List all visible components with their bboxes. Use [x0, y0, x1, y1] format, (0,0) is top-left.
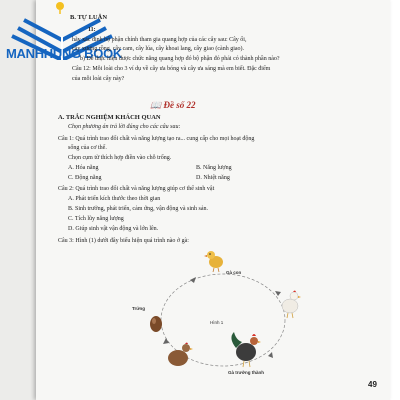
chicken-life-cycle-figure [128, 248, 318, 378]
essay-line: hãy xác định bộ phận chính tham gia quang hợp của các cây sau: Cây ổi, [72, 37, 247, 43]
section-a-heading: A. TRẮC NGHIỆM KHÁCH QUAN [58, 114, 161, 121]
essay-line: Câu 12: Mỗi loài cho 3 ví dụ về cây ưa bóng và cây ưa sáng mà em biết. Đặc điểm [72, 66, 271, 72]
q1-option-d: D. Nhiệt năng [196, 175, 230, 181]
section-b-heading: B. TỰ LUẬN [70, 14, 108, 21]
life-cycle-diagram [128, 248, 318, 378]
q2-option-c: C. Tích lũy năng lượng [68, 216, 124, 222]
q1-stem: sống của cơ thể. [68, 145, 107, 151]
q2-option-d: D. Giúp sinh vật vận động và lớn lên. [68, 226, 159, 232]
essay-line: b) Để thực hiện được chức năng quang hợp đó bộ phận đó phải có thành phần nào? [80, 56, 280, 62]
q1-option-c: C. Động năng [68, 175, 102, 181]
q1-option-b: B. Năng lượng [196, 165, 232, 171]
label-chick: Gà con [226, 270, 242, 275]
q2-option-a: A. Phát triển kích thước theo thời gian [68, 196, 161, 202]
egg-icon [150, 316, 162, 332]
q1-stem: Câu 1: Quá trình trao đổi chất và năng lượng tạo ra... cung cấp cho mọi hoạt động [58, 136, 255, 142]
rooster-icon [231, 332, 261, 367]
essay-line: cây xương rồng, cây cam, cây lúa, cây khoai lang, cây giao (cành giao). [72, 46, 245, 52]
exam-title-text: Đề số 22 [163, 100, 196, 110]
q2-stem: Câu 2: Quá trình trao đổi chất và năng lượng giúp cơ thể sinh vật [58, 186, 215, 192]
essay-line: của mỗi loài cây này? [72, 76, 125, 82]
instruction: Chọn phương án trả lời đúng cho các câu sau: [68, 124, 181, 130]
label-egg: Trứng [132, 306, 146, 311]
q1-stem: Chọn cụm từ thích hợp điền vào chỗ trống. [68, 155, 172, 161]
page-number: 49 [368, 380, 377, 389]
q2-option-b: B. Sinh trưởng, phát triển, cảm ứng, vận động và sinh sản. [68, 206, 208, 212]
book-icon: 📖 [150, 100, 162, 110]
brand-name: MANHHUNG BOOK [6, 46, 122, 61]
question-11-label: 11: [88, 27, 96, 33]
label-adult: Gà trưởng thành [228, 370, 264, 375]
exam-title [150, 100, 195, 111]
q3-stem: Câu 3: Hình (1) dưới đây biểu hiện quá trình nào ở gà: [58, 238, 189, 244]
chick-icon [204, 251, 223, 272]
young-chicken-icon [282, 291, 301, 319]
q1-option-a: A. Hóa năng [68, 165, 99, 171]
figure-caption: Hình 1 [210, 320, 224, 325]
